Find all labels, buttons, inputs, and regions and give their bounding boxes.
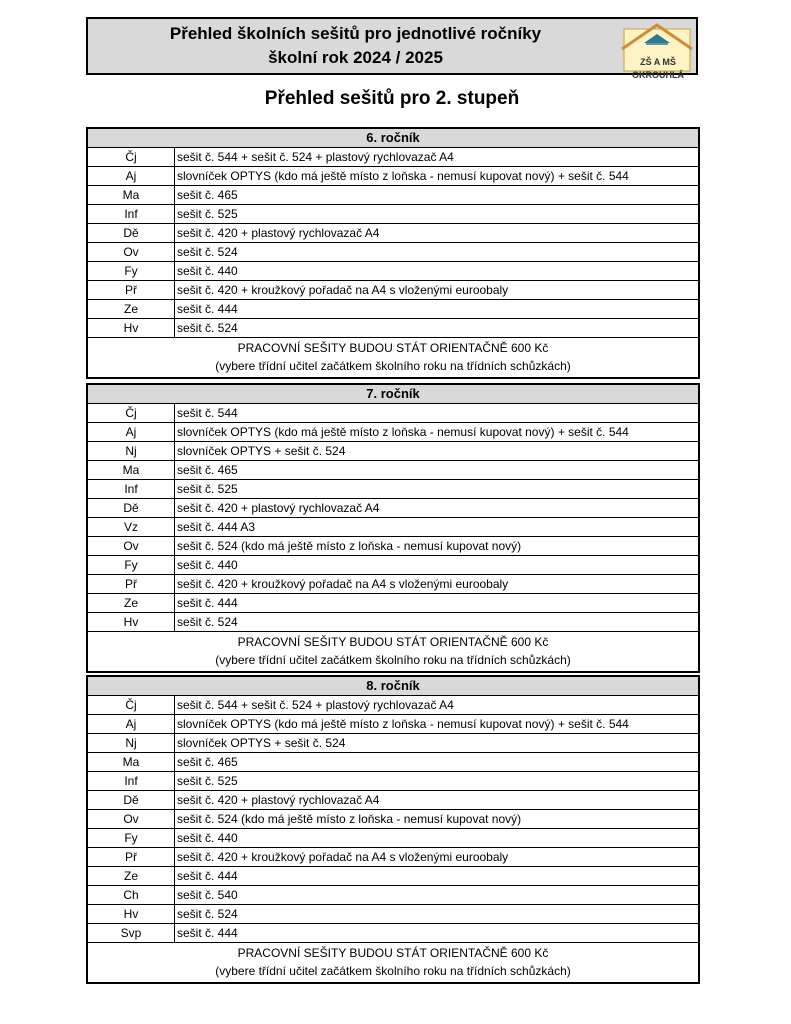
table-row [88,715,698,734]
supplies-cell: sešit č. 524 (kdo má ještě místo z loňska - nemusí kupovat nový) [177,812,522,826]
table-row [88,319,698,338]
supplies-cell: sešit č. 524 [177,615,238,629]
supplies-cell: sešit č. 544 [177,406,238,420]
price-note [88,338,698,377]
grade-table-8 [86,675,700,984]
subject-cell: Hv [88,613,175,631]
supplies-cell: sešit č. 420 + plastový rychlovazač A4 [177,793,380,807]
supplies-cell: sešit č. 544 + sešit č. 524 + plastový rychlovazač A4 [177,150,454,164]
supplies-cell: sešit č. 420 + kroužkový pořadač na A4 s vloženými euroobaly [177,577,509,591]
price-note-line-1: PRACOVNÍ SEŠITY BUDOU STÁT ORIENTAČNĚ 600 Kč [237,946,549,960]
subject-cell: Čj [88,404,175,422]
title-line-2: školní rok 2024 / 2025 [268,48,443,67]
subject-cell: Fy [88,556,175,574]
table-row [88,404,698,423]
subject-cell: Př [88,575,175,593]
supplies-cell: sešit č. 525 [177,482,238,496]
grade-title: 6. ročník [88,129,698,148]
subject-cell: Ov [88,243,175,261]
supplies-cell: sešit č. 465 [177,463,238,477]
table-row [88,829,698,848]
table-row [88,886,698,905]
page-subtitle: Přehled sešitů pro 2. stupeň [264,88,520,109]
subject-cell: Nj [88,734,175,752]
subject-cell: Ma [88,461,175,479]
supplies-cell: sešit č. 440 [177,831,238,845]
supplies-cell: sešit č. 444 [177,596,238,610]
table-row [88,300,698,319]
table-row [88,575,698,594]
school-logo [618,23,696,80]
subject-cell: Ma [88,753,175,771]
supplies-cell: slovníček OPTYS (kdo má ještě místo z loňska - nemusí kupovat nový) + sešit č. 544 [177,169,629,183]
supplies-cell: sešit č. 420 + plastový rychlovazač A4 [177,501,380,515]
subject-cell: Inf [88,480,175,498]
table-row [88,167,698,186]
grade-table-6 [86,127,700,379]
supplies-cell: sešit č. 465 [177,755,238,769]
supplies-cell: sešit č. 440 [177,558,238,572]
subject-cell: Hv [88,905,175,923]
table-row [88,772,698,791]
table-row [88,594,698,613]
supplies-cell: sešit č. 444 [177,926,238,940]
grade-title: 7. ročník [88,385,698,404]
table-row [88,281,698,300]
supplies-cell: slovníček OPTYS (kdo má ještě místo z loňska - nemusí kupovat nový) + sešit č. 544 [177,717,629,731]
price-note-line-2: (vybere třídní učitel začátkem školního roku na třídních schůzkách) [215,359,571,373]
header-box [86,17,698,80]
supplies-cell: sešit č. 465 [177,188,238,202]
table-row [88,442,698,461]
table-row [88,518,698,537]
title-line-1: Přehled školních sešitů pro jednotlivé ročníky [169,24,542,43]
price-note [88,632,698,671]
supplies-cell: sešit č. 525 [177,207,238,221]
table-row [88,924,698,943]
supplies-cell: sešit č. 444 [177,869,238,883]
table-row [88,148,698,167]
subject-cell: Ze [88,300,175,318]
subject-cell: Ma [88,186,175,204]
price-note-line-2: (vybere třídní učitel začátkem školního roku na třídních schůzkách) [215,653,571,667]
price-note-line-1: PRACOVNÍ SEŠITY BUDOU STÁT ORIENTAČNĚ 600 Kč [237,635,549,649]
table-row [88,262,698,281]
subject-cell: Inf [88,205,175,223]
subject-cell: Př [88,848,175,866]
table-row [88,753,698,772]
table-row [88,613,698,632]
price-note-line-2: (vybere třídní učitel začátkem školního roku na třídních schůzkách) [215,964,571,978]
table-row [88,224,698,243]
supplies-cell: sešit č. 524 (kdo má ještě místo z loňska - nemusí kupovat nový) [177,539,522,553]
subject-cell: Čj [88,148,175,166]
subject-cell: Inf [88,772,175,790]
subject-cell: Aj [88,423,175,441]
table-row [88,734,698,753]
subject-cell: Fy [88,262,175,280]
supplies-cell: slovníček OPTYS + sešit č. 524 [177,736,346,750]
table-row [88,537,698,556]
table-row [88,243,698,262]
supplies-cell: sešit č. 524 [177,321,238,335]
table-row [88,205,698,224]
subject-cell: Ze [88,594,175,612]
table-row [88,480,698,499]
table-row [88,848,698,867]
table-row [88,791,698,810]
subject-cell: Svp [88,924,175,942]
supplies-cell: slovníček OPTYS + sešit č. 524 [177,444,346,458]
table-row [88,461,698,480]
subject-cell: Dě [88,499,175,517]
subject-cell: Ch [88,886,175,904]
table-row [88,810,698,829]
subject-cell: Aj [88,715,175,733]
subject-cell: Hv [88,319,175,337]
subject-cell: Př [88,281,175,299]
supplies-cell: sešit č. 524 [177,907,238,921]
table-row [88,556,698,575]
supplies-cell: sešit č. 444 A3 [177,520,256,534]
table-row [88,423,698,442]
subject-cell: Fy [88,829,175,847]
supplies-cell: sešit č. 420 + plastový rychlovazač A4 [177,226,380,240]
subject-cell: Vz [88,518,175,536]
grade-title: 8. ročník [88,677,698,696]
subject-cell: Dě [88,224,175,242]
subject-cell: Čj [88,696,175,714]
table-row [88,696,698,715]
supplies-cell: sešit č. 420 + kroužkový pořadač na A4 s vloženými euroobaly [177,283,509,297]
supplies-cell: sešit č. 540 [177,888,238,902]
supplies-cell: sešit č. 544 + sešit č. 524 + plastový rychlovazač A4 [177,698,454,712]
subject-cell: Aj [88,167,175,185]
subject-cell: Ov [88,537,175,555]
subject-cell: Nj [88,442,175,460]
logo-text: ZŠ A MŠ OKROUHLÁ [632,57,684,80]
supplies-cell: sešit č. 524 [177,245,238,259]
subject-cell: Ov [88,810,175,828]
price-note [88,943,698,982]
supplies-cell: sešit č. 444 [177,302,238,316]
supplies-cell: sešit č. 420 + kroužkový pořadač na A4 s vloženými euroobaly [177,850,509,864]
supplies-cell: sešit č. 525 [177,774,238,788]
table-row [88,905,698,924]
supplies-cell: sešit č. 440 [177,264,238,278]
subject-cell: Dě [88,791,175,809]
price-note-line-1: PRACOVNÍ SEŠITY BUDOU STÁT ORIENTAČNĚ 600 Kč [237,341,549,355]
table-row [88,867,698,886]
table-row [88,186,698,205]
subject-cell: Ze [88,867,175,885]
table-row [88,499,698,518]
supplies-cell: slovníček OPTYS (kdo má ještě místo z loňska - nemusí kupovat nový) + sešit č. 544 [177,425,629,439]
grade-table-7 [86,383,700,673]
